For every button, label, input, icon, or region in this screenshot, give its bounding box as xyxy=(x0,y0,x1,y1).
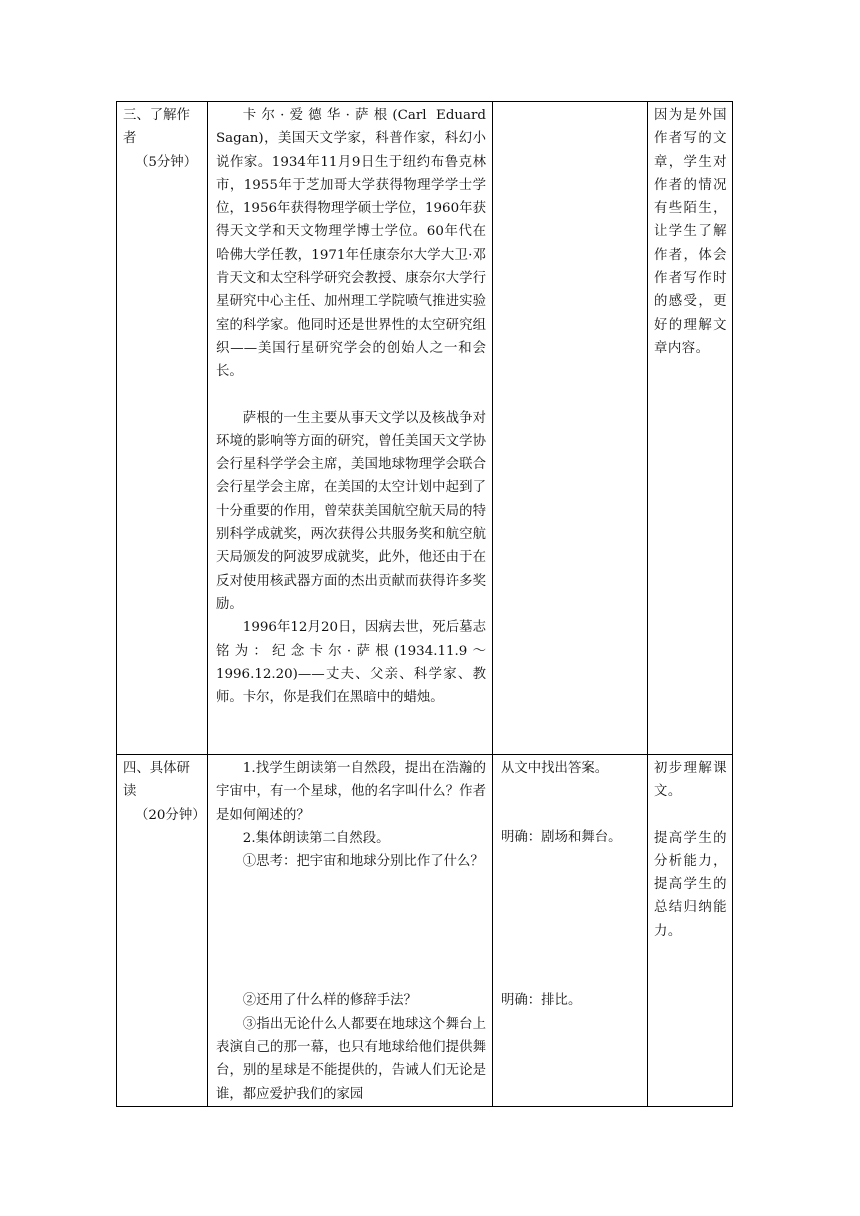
paragraph: 1.找学生朗读第一自然段，提出在浩瀚的宇宙中，有一个星球，他的名字叫什么？作者是如何阐述的？ xyxy=(216,761,486,823)
paragraph: 萨根的一生主要从事天文学以及核战争对环境的影响等方面的研究，曾任美国天文学协会行星科学学会主席，美国地球物理学会联合会行星学会主席，在美国的太空计划中起到了十分重要的作用，曾荣获美国航空航天局的特别科学成就奖，两次获得公共服务奖和航空航天局颁发的阿波罗成就奖，此外，他还由于在反对使用核武器方面的杰出贡献而获得许多奖励。 xyxy=(216,410,486,612)
design-intent: 提高学生的分析能力，提高学生的总结归纳能力。 xyxy=(654,830,727,939)
stage-cell xyxy=(117,102,208,755)
design-intent: 初步理解课文。 xyxy=(654,761,727,800)
paragraph: ③指出无论什么人都要在地球这个舞台上表演自己的那一幕，也只有地球给他们提供舞台，别的星球是不能提供的，告诫人们无论是谁，都应爱护我们的家园 xyxy=(216,1016,486,1102)
table-row xyxy=(117,755,733,1107)
content-cell xyxy=(208,102,493,755)
stage-cell xyxy=(117,755,208,1107)
student-activity: 明确：剧场和舞台。 xyxy=(501,830,622,846)
stage-title: 三、了解作者 xyxy=(123,108,190,147)
paragraph: 卡尔·爱德华·萨根(Carl Eduard Sagan)，美国天文学家，科普作家，科幻小说作家。1934年11月9日生于纽约布鲁克林市，1955年于芝加哥大学获得物理学学士学位，1956年获得物理学硕士学位，1960年获得天文学和天文物理学博士学位。60年代在哈佛大学任教，1971年任康奈尔大学大卫·邓肯天文和太空科学研究会教授、康奈尔大学行星研究中心主任、加州理工学院喷气推进实验室的科学家。他同时还是世界性的太空研究组织——美国行星研究学会的创始人之一和会长。 xyxy=(216,108,486,380)
table-row xyxy=(117,102,733,755)
design-intent-cell xyxy=(648,102,733,755)
student-activity: 从文中找出答案。 xyxy=(501,761,609,776)
student-activity-cell xyxy=(493,102,648,755)
content-cell xyxy=(208,755,493,1107)
paragraph: 1996年12月20日，因病去世，死后墓志铭为：纪念卡尔·萨根(1934.11.9～1996.12.20)——丈夫、父亲、科学家、教师。卡尔，你是我们在黑暗中的蜡烛。 xyxy=(216,620,486,706)
paragraph: ②还用了什么样的修辞手法？ xyxy=(242,993,417,1009)
student-activity-cell xyxy=(493,755,648,1107)
paragraph: ①思考：把宇宙和地球分别比作了什么？ xyxy=(242,854,484,870)
design-intent: 因为是外国作者写的文章，学生对作者的情况有些陌生，让学生了解作者，体会作者写作时的感受，更好的理解文章内容。 xyxy=(654,108,727,356)
paragraph: 2.集体朗读第二自然段。 xyxy=(242,830,390,846)
lesson-plan-table xyxy=(116,101,733,1107)
stage-title: 四、具体研读 xyxy=(123,761,190,800)
stage-time: （5分钟） xyxy=(135,154,198,170)
stage-time: （20分钟） xyxy=(135,807,206,823)
design-intent-cell xyxy=(648,755,733,1107)
student-activity: 明确：排比。 xyxy=(501,992,582,1008)
